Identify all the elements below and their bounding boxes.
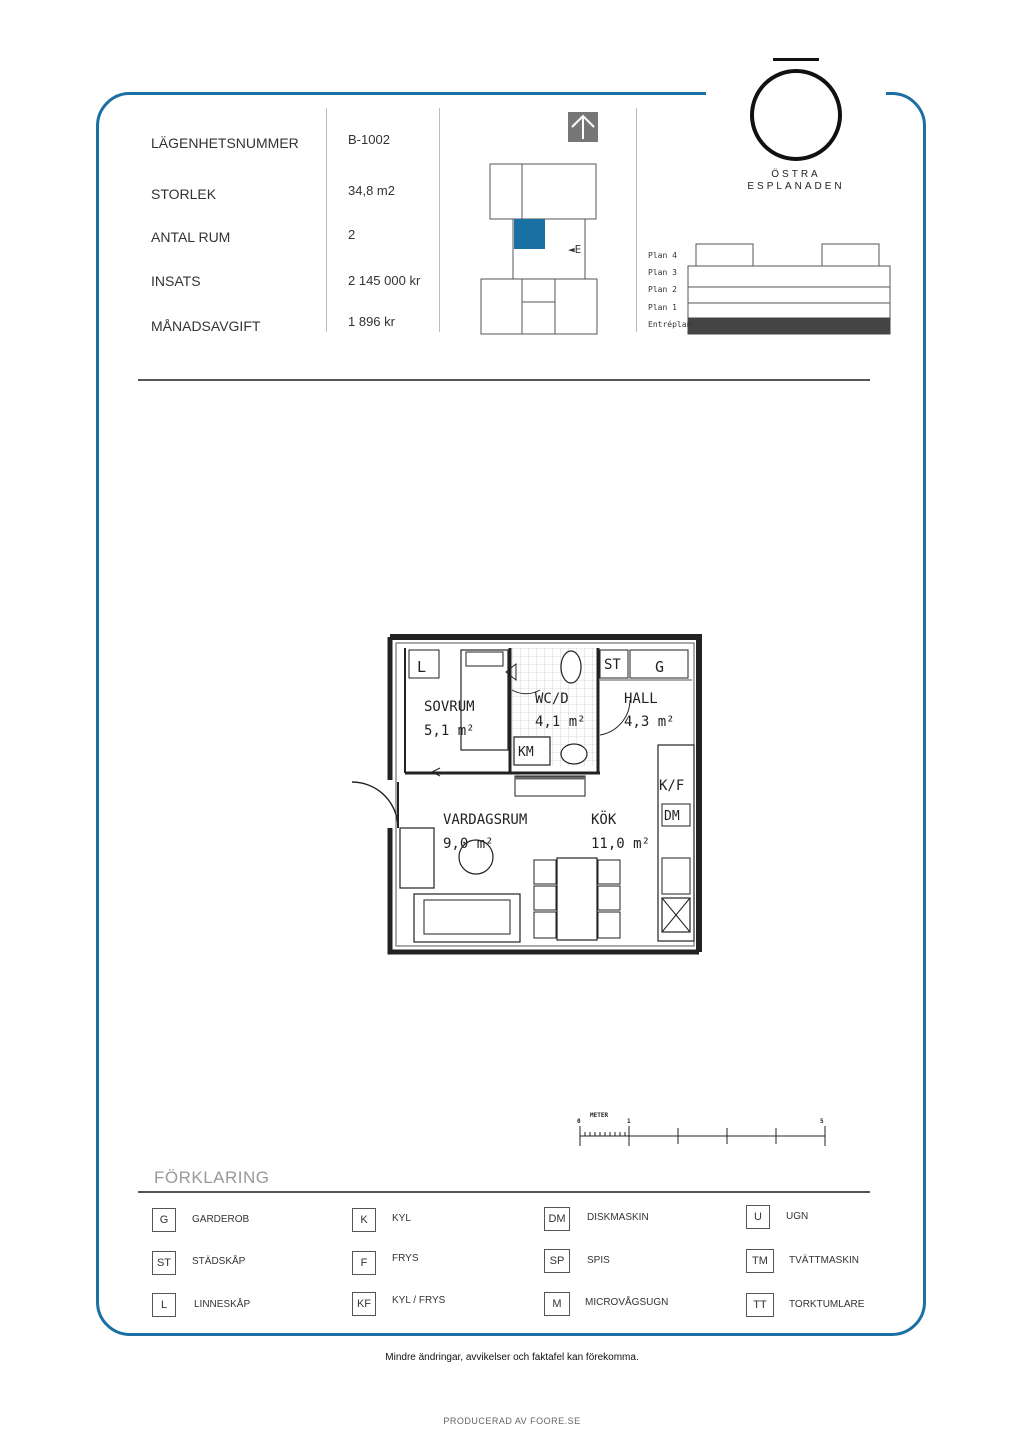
- legend-title: FÖRKLARING: [154, 1168, 270, 1187]
- legend-label: KYL / FRYS: [392, 1295, 446, 1306]
- legend-label: FRYS: [392, 1253, 419, 1264]
- site-plan: [478, 162, 603, 338]
- room-name-wcd: WC/D: [535, 691, 569, 707]
- floor-band-plan-3: [688, 266, 890, 287]
- kitchen-counter: [658, 745, 694, 941]
- washer-label: KM: [518, 745, 534, 760]
- legend-code: ST: [152, 1251, 176, 1275]
- room-name-sovrum: SOVRUM: [424, 699, 475, 715]
- floor-label: Plan 2: [648, 285, 677, 294]
- fee-value: 1 896 kr: [348, 314, 395, 329]
- linen-cabinet-label: L: [417, 658, 427, 676]
- site-highlight-unit: [514, 219, 545, 249]
- floor-band-plan-2: [688, 287, 890, 303]
- floor-label: Plan 3: [648, 268, 677, 277]
- legend-code: TT: [746, 1293, 774, 1317]
- size-label: STORLEK: [151, 186, 217, 202]
- room-name-hall: HALL: [624, 691, 658, 707]
- site-block-north: [490, 164, 596, 219]
- legend-label: MICROVÅGSUGN: [585, 1297, 669, 1308]
- legend-label: TVÄTTMASKIN: [789, 1255, 860, 1266]
- legend-label: UGN: [786, 1211, 809, 1222]
- legend-code: U: [746, 1205, 770, 1229]
- fee-label: MÅNADSAVGIFT: [151, 318, 261, 334]
- room-area-hall: 4,3 m²: [624, 714, 675, 730]
- logo-line2: ESPLANADEN: [747, 181, 845, 192]
- deposit-label: INSATS: [151, 273, 201, 289]
- brand-logo: [740, 58, 852, 193]
- room-name-vardagsrum: VARDAGSRUM: [443, 812, 528, 828]
- legend-label: SPIS: [587, 1255, 610, 1266]
- logo-text: [740, 169, 852, 193]
- toilet: [561, 651, 581, 683]
- legend-label: LINNESKÅP: [194, 1299, 251, 1310]
- legend-label: KYL: [392, 1213, 411, 1224]
- dining-table: [557, 858, 597, 940]
- site-block-south: [481, 279, 597, 334]
- legend-code: SP: [544, 1249, 570, 1273]
- legend-code: TM: [746, 1249, 774, 1273]
- divider: [636, 108, 637, 332]
- disclaimer: Mindre ändringar, avvikelser och faktafel kan förekomma.: [385, 1352, 639, 1363]
- producer-credit: PRODUCERAD AV FOORE.SE: [443, 1416, 581, 1426]
- legend-code: L: [152, 1293, 176, 1317]
- size-value: 34,8 m2: [348, 183, 395, 198]
- legend-code: M: [544, 1292, 570, 1316]
- deposit-value: 2 145 000 kr: [348, 273, 421, 288]
- legend-code: G: [152, 1208, 176, 1232]
- floor-label: Plan 1: [648, 303, 677, 312]
- sink: [561, 744, 587, 764]
- scale-start: 0: [577, 1118, 581, 1125]
- room-area-kok: 11,0 m²: [591, 836, 651, 852]
- logo-ring: [750, 69, 842, 161]
- sofa: [414, 894, 520, 942]
- roof-box-left: [696, 244, 753, 266]
- legend-label: GARDEROB: [192, 1214, 250, 1225]
- room-area-vardagsrum: 9,0 m²: [443, 836, 494, 852]
- entrance-door-swing: [352, 782, 398, 828]
- rooms-label: ANTAL RUM: [151, 229, 231, 245]
- floor-plan: [336, 630, 716, 960]
- cleaning-cabinet-label: ST: [604, 657, 621, 673]
- scale-end: 5: [820, 1118, 824, 1125]
- divider: [326, 108, 327, 332]
- north-arrow-icon: [568, 112, 598, 142]
- legend-code: K: [352, 1208, 376, 1232]
- scale-label: METER: [590, 1112, 609, 1119]
- scale-mid: 1: [627, 1118, 631, 1125]
- legend-code: DM: [544, 1207, 570, 1231]
- floor-band-plan-1: [688, 303, 890, 318]
- legend-label: STÄDSKÅP: [192, 1256, 246, 1267]
- apartment-number-label: LÄGENHETSNUMMER: [151, 135, 299, 151]
- floor-label: Plan 4: [648, 251, 677, 260]
- fridge-freezer-label: K/F: [659, 778, 685, 794]
- dishwasher-label: DM: [664, 809, 680, 824]
- legend-label: DISKMASKIN: [587, 1212, 649, 1223]
- floor-label: Entréplan: [648, 320, 692, 329]
- legend-code: KF: [352, 1292, 376, 1316]
- logo-bar: [773, 58, 819, 61]
- room-name-kok: KÖK: [591, 812, 617, 828]
- wall-outer: [390, 828, 699, 952]
- room-area-wcd: 4,1 m²: [535, 714, 586, 730]
- logo-line1: ÖSTRA: [771, 169, 821, 180]
- room-area-sovrum: 5,1 m²: [424, 723, 475, 739]
- floor-band-current: [688, 318, 890, 334]
- header-rule: [138, 379, 870, 381]
- floor-section: [644, 240, 896, 364]
- roof-box-right: [822, 244, 879, 266]
- entrance-marker: ◄E: [568, 243, 582, 256]
- apartment-number-value: B-1002: [348, 132, 390, 147]
- divider: [439, 108, 440, 332]
- legend-rule: [138, 1191, 870, 1193]
- legend-code: F: [352, 1251, 376, 1275]
- legend-label: TORKTUMLARE: [789, 1299, 865, 1310]
- wardrobe-label: G: [655, 658, 665, 676]
- armchair: [400, 828, 434, 888]
- rooms-value: 2: [348, 227, 356, 242]
- scale-bar: [570, 1108, 832, 1152]
